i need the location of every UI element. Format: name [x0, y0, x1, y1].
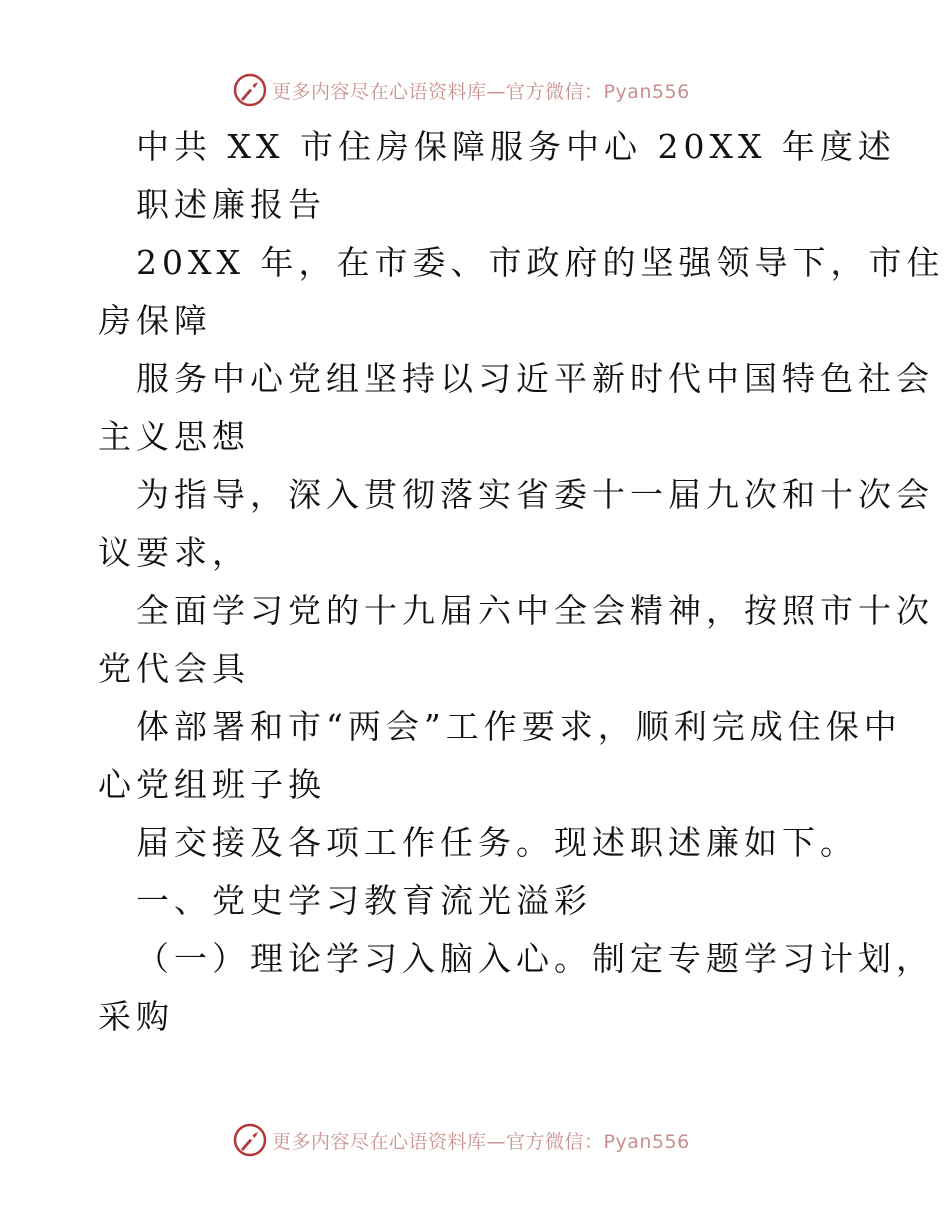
- watermark-text: 更多内容尽在心语资料库—官方微信：Pyan556: [272, 80, 690, 103]
- document-line: 体部署和市“两会”工作要求，顺利完成住保中: [136, 707, 902, 746]
- header-watermark: [232, 72, 690, 108]
- document-line: 采购: [98, 997, 174, 1036]
- document-line: 中共 XX 市住房保障服务中心 20XX 年度述: [136, 127, 896, 166]
- document-line: 党代会具: [98, 649, 250, 688]
- document-line: 届交接及各项工作任务。现述职述廉如下。: [136, 823, 858, 862]
- footer-watermark: [232, 1122, 690, 1158]
- document-line: 议要求，: [98, 533, 250, 572]
- document-line: 服务中心党组坚持以习近平新时代中国特色社会: [136, 359, 934, 398]
- fountain-pen-logo-icon: [232, 1122, 268, 1158]
- fountain-pen-logo-icon: [232, 72, 268, 108]
- document-line: 房保障: [98, 301, 212, 340]
- document-line: 心党组班子换: [98, 765, 326, 804]
- watermark-text: 更多内容尽在心语资料库—官方微信：Pyan556: [272, 1130, 690, 1153]
- document-body: [0, 118, 950, 1046]
- document-line: 20XX 年，在市委、市政府的坚强领导下，市住: [136, 243, 945, 282]
- document-line: 职述廉报告: [136, 185, 326, 224]
- section-heading: 一、党史学习教育流光溢彩: [136, 881, 592, 920]
- document-line: 全面学习党的十九届六中全会精神，按照市十次: [136, 591, 934, 630]
- document-line: 为指导，深入贯彻落实省委十一届九次和十次会: [136, 475, 934, 514]
- document-line: （一）理论学习入脑入心。制定专题学习计划，: [136, 939, 934, 978]
- document-line: 主义思想: [98, 417, 250, 456]
